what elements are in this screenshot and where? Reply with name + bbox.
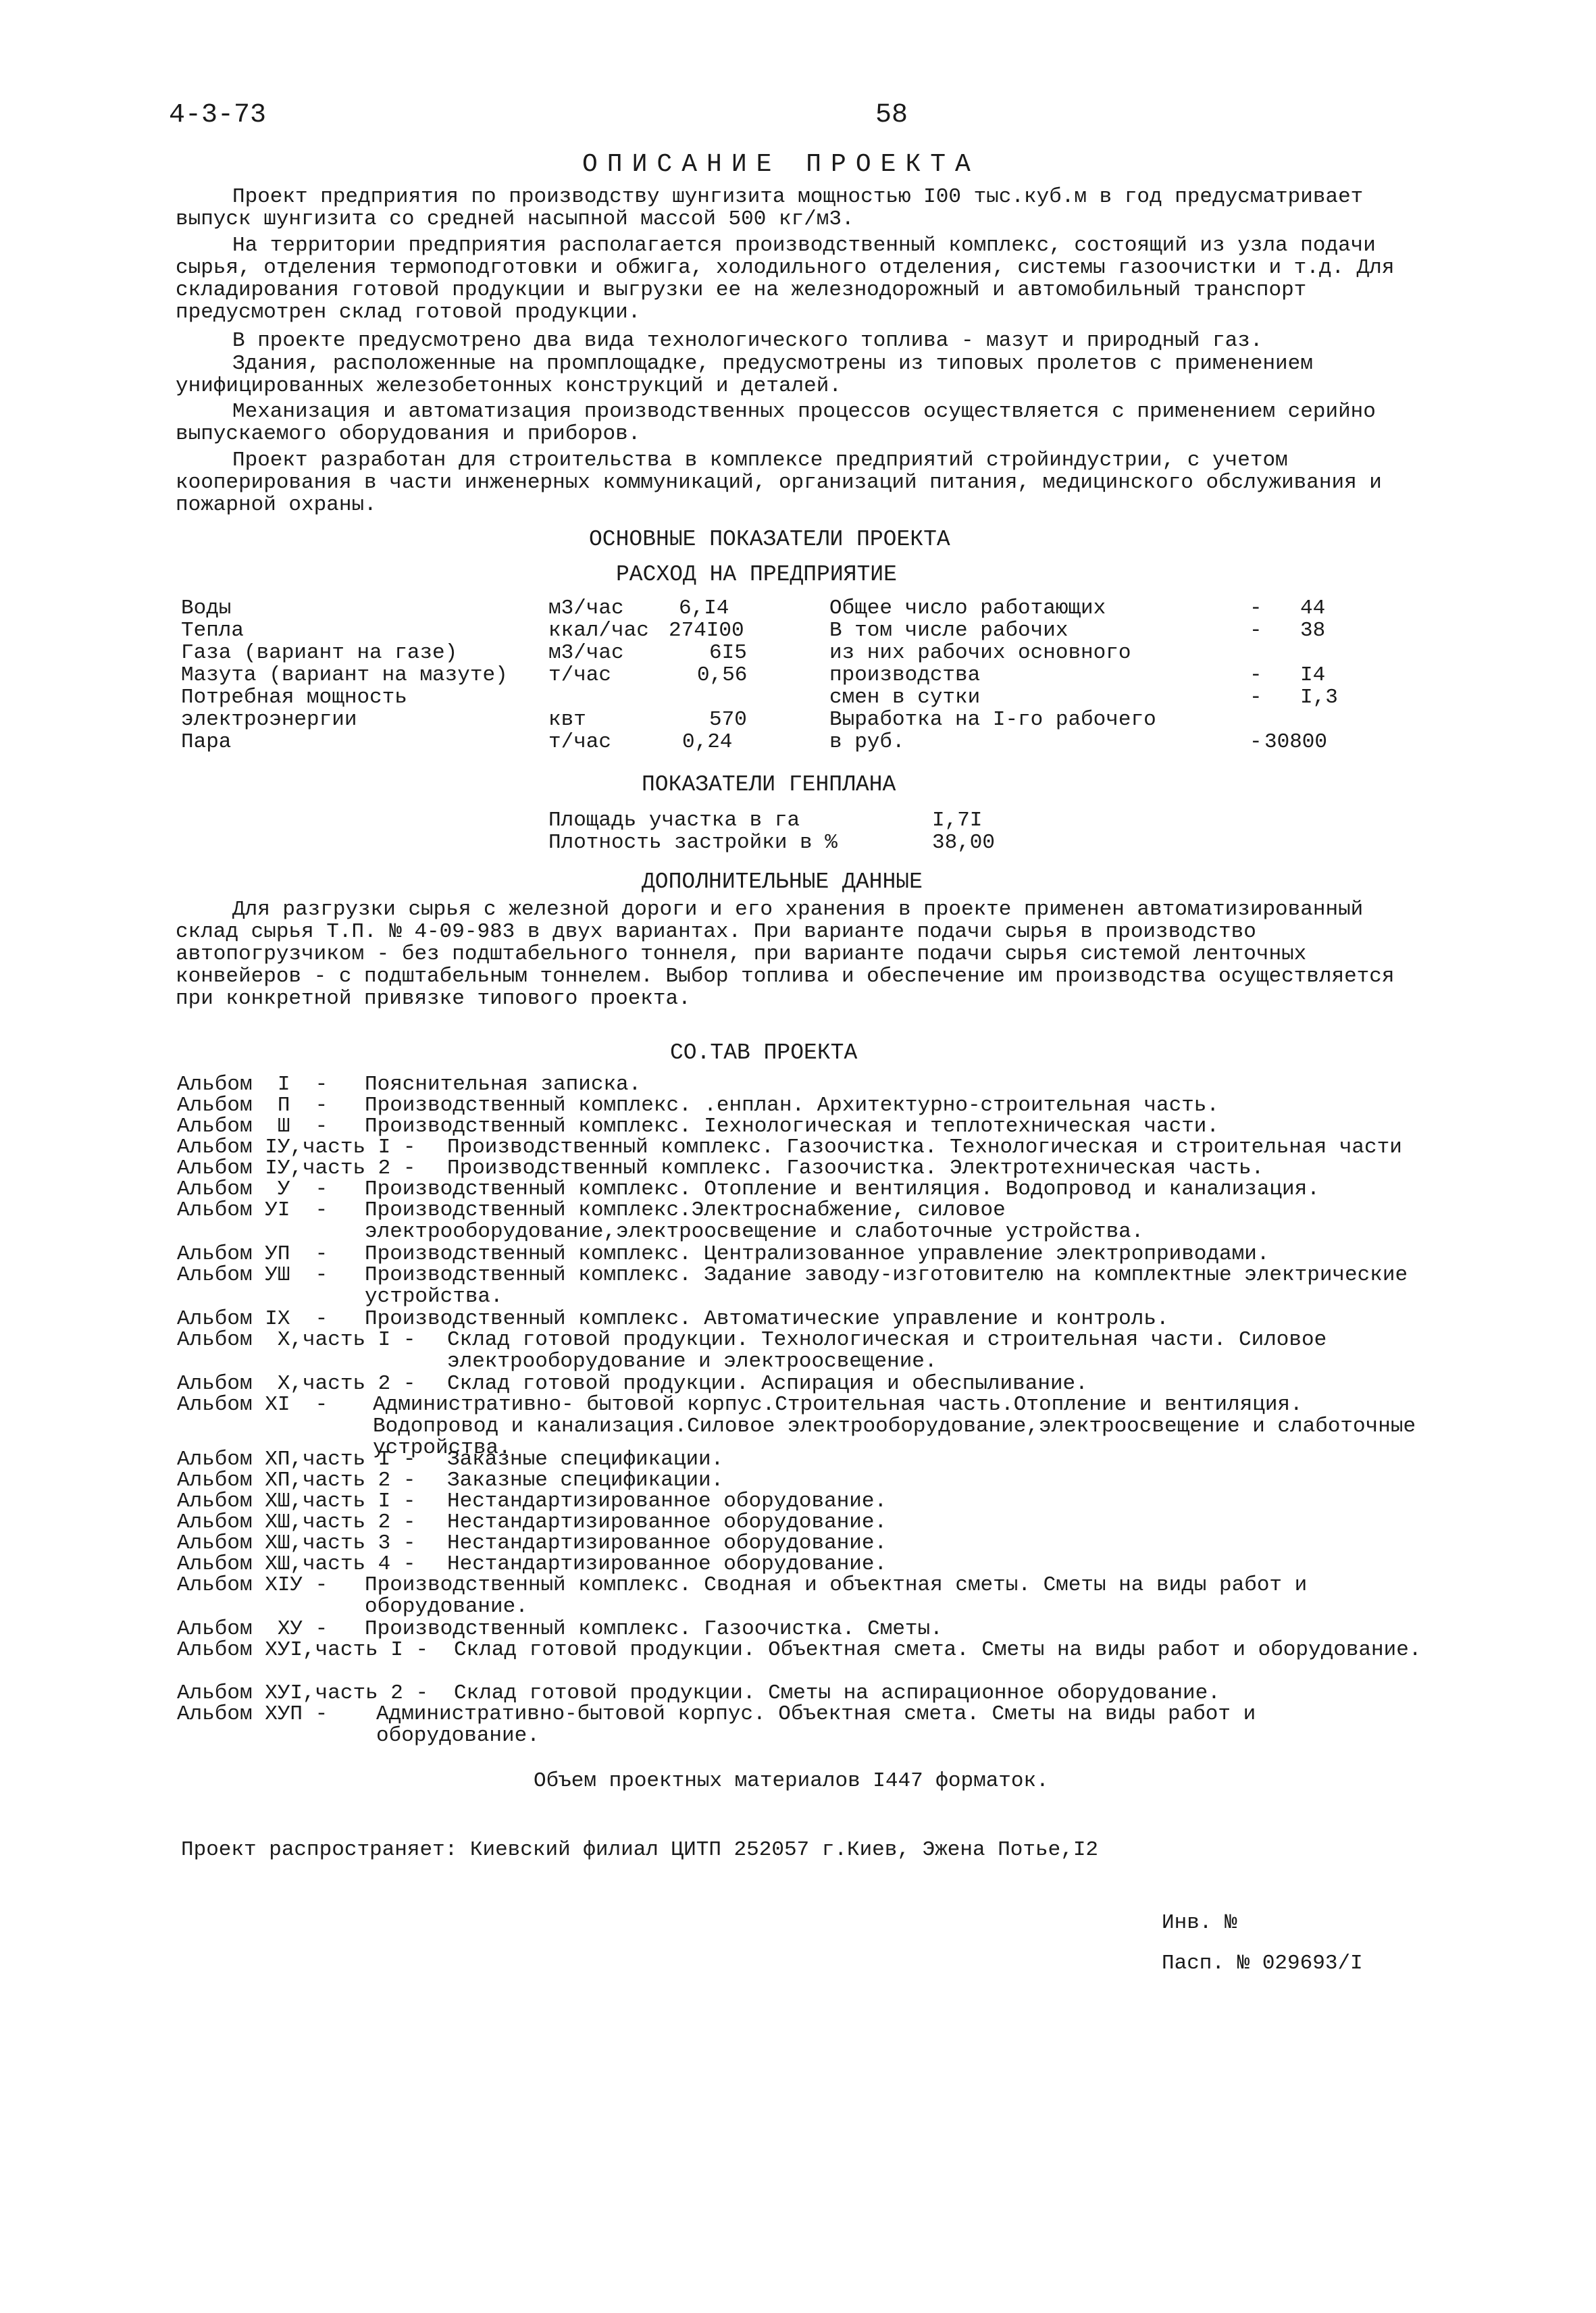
album-description: Производственный комплекс. Задание заводу-изготовителю на комплектные электрические устройства. (365, 1263, 1408, 1308)
composition-heading: СО.ТАВ ПРОЕКТА (670, 1040, 858, 1065)
additional-text: Для разгрузки сырья с железной дороги и его хранения в проекте применен автоматизированный склад сырья Т.П. № 4-09-983 в двух вариантах. При варианте подачи сырья в производство автопогрузчиком - без подштабельного тоннеля, при варианте подачи сырья системой ленточных конвейеров - с подштабельным тоннелем. Выбор топлива и обеспечение им производства осуществляется при конкретной привязке типового проекта. (176, 898, 1395, 1011)
album-label: Альбом УI - (177, 1198, 328, 1222)
album-description: Нестандартизированное оборудование. (447, 1510, 887, 1534)
consumption-name: электроэнергии (181, 708, 357, 732)
genplan-name: Плотность застройки в % (548, 831, 838, 855)
album-description: Производственный комплекс. Отопление и вентиляция. Водопровод и канализация. (365, 1177, 1320, 1201)
album-description: Производственный комплекс.Электроснабжение, силовое электрооборудование,электроосвещение и слаботочные устройства. (365, 1198, 1144, 1244)
intro-paragraph: Механизация и автоматизация производственных процессов осуществляется с применением серийно выпускаемого оборудования и приборов. (176, 400, 1376, 446)
album-label: Альбом IX - (177, 1307, 328, 1331)
consumption-name: Пара (181, 730, 232, 754)
album-label: Альбом XУ - (177, 1617, 328, 1641)
consumption-name: Тепла (181, 619, 244, 642)
album-description: Производственный комплекс. .енплан. Архитектурно-строительная часть. (365, 1094, 1220, 1117)
album-label: Альбом I - (177, 1073, 328, 1096)
consumption-unit: квт (548, 708, 586, 732)
consumption-value: 274I00 (669, 619, 744, 642)
album-label: Альбом IУ,часть 2 - (177, 1156, 416, 1180)
intro-paragraph: Здания, расположенные на промплощадке, предусмотрены из типовых пролетов с применением унифицированных железобетонных конструкций и деталей. (176, 352, 1313, 398)
album-label: Альбом XIУ - (177, 1573, 328, 1597)
page-number: 58 (875, 100, 908, 130)
workers-value: I,3 (1300, 686, 1338, 709)
album-description: Административно-бытовой корпус. Объектная смета. Сметы на виды работ и оборудование. (376, 1702, 1256, 1748)
album-description: Склад готовой продукции. Сметы на аспирационное оборудование. (454, 1681, 1220, 1705)
workers-name: производства (829, 663, 981, 687)
album-label: Альбом X,часть 2 - (177, 1372, 416, 1396)
album-label: Альбом УП - (177, 1242, 328, 1266)
intro-paragraph: В проекте предусмотрено два вида технологического топлива - мазут и природный газ. (232, 329, 1263, 353)
consumption-value: 6,I4 (679, 596, 729, 620)
album-label: Альбом XШ,часть 3 - (177, 1531, 416, 1555)
consumption-name: Газа (вариант на газе) (181, 641, 458, 665)
album-label: Альбом УШ - (177, 1263, 328, 1287)
workers-name: в руб. (829, 730, 905, 754)
album-description: Производственный комплекс. Сводная и объектная сметы. Сметы на виды работ и оборудование. (365, 1573, 1308, 1619)
passport-number: Пасп. № 029693/I (1162, 1952, 1363, 1975)
workers-name: смен в сутки (829, 686, 981, 709)
album-label: Альбом XШ,часть I - (177, 1490, 416, 1513)
consumption-unit: т/час (548, 663, 612, 687)
album-description: Административно- бытовой корпус.Строительная часть.Отопление и вентиляция. Водопровод и канализация.Силовое электрооборудование,электроосвещение и слаботочные устройства. (373, 1393, 1416, 1460)
additional-heading: ДОПОЛНИТЕЛЬНЫЕ ДАННЫЕ (642, 869, 923, 894)
volume-note: Объем проектных материалов I447 форматок. (534, 1769, 1049, 1793)
genplan-name: Площадь участка в га (548, 809, 800, 832)
album-label: Альбом XI - (177, 1393, 328, 1417)
workers-dash: - (1250, 686, 1262, 709)
album-description: Склад готовой продукции. Объектная смета. Сметы на виды работ и оборудование. (454, 1638, 1422, 1662)
album-label: Альбом XШ,часть 2 - (177, 1510, 416, 1534)
consumption-unit: ккал/час (548, 619, 649, 642)
album-description: Пояснительная записка. (365, 1073, 642, 1096)
workers-name: В том числе рабочих (829, 619, 1069, 642)
consumption-heading: РАСХОД НА ПРЕДПРИЯТИЕ (616, 562, 897, 587)
album-description: Производственный комплекс. Газоочистка. Сметы. (365, 1617, 943, 1641)
consumption-name: Воды (181, 596, 232, 620)
page-title: ОПИСАНИЕ ПРОЕКТА (582, 150, 980, 179)
workers-dash: - (1250, 663, 1262, 687)
consumption-value: 0,24 (682, 730, 733, 754)
workers-value: 30800 (1264, 730, 1328, 754)
workers-value: 38 (1300, 619, 1326, 642)
workers-name: Выработка на I-го рабочего (829, 708, 1156, 732)
album-description: Склад готовой продукции. Технологическая и строительная части. Силовое электрооборудование и электроосвещение. (447, 1328, 1327, 1373)
consumption-unit: м3/час (548, 596, 624, 620)
consumption-value: 570 (709, 708, 747, 732)
album-label: Альбом XУП - (177, 1702, 328, 1726)
album-description: Производственный комплекс. Централизованное управление электроприводами. (365, 1242, 1270, 1266)
intro-paragraph: Проект разработан для строительства в комплексе предприятий стройиндустрии, с учетом кооперирования в части инженерных коммуникаций, организаций питания, медицинского обслуживания и пожарной охраны. (176, 449, 1382, 517)
workers-value: I4 (1300, 663, 1326, 687)
album-label: Альбом XШ,часть 4 - (177, 1552, 416, 1576)
album-label: Альбом XУI,часть I - (177, 1638, 429, 1662)
album-description: Склад готовой продукции. Аспирация и обеспыливание. (447, 1372, 1088, 1396)
album-label: Альбом IУ,часть I - (177, 1136, 416, 1159)
album-label: Альбом У - (177, 1177, 328, 1201)
workers-dash: - (1250, 619, 1262, 642)
album-description: Нестандартизированное оборудование. (447, 1490, 887, 1513)
inventory-number: Инв. № (1162, 1911, 1237, 1935)
genplan-heading: ПОКАЗАТЕЛИ ГЕНПЛАНА (642, 772, 896, 797)
workers-dash: - (1250, 596, 1262, 620)
album-label: Альбом XУI,часть 2 - (177, 1681, 429, 1705)
album-label: Альбом X,часть I - (177, 1328, 416, 1352)
consumption-unit: м3/час (548, 641, 624, 665)
workers-name: из них рабочих основного (829, 641, 1131, 665)
album-label: Альбом XП,часть 2 - (177, 1469, 416, 1492)
album-description: Заказные спецификации. (447, 1448, 724, 1471)
album-label: Альбом Ш - (177, 1115, 328, 1138)
album-description: Производственный комплекс. Газоочистка. Электротехническая часть. (447, 1156, 1264, 1180)
main-indicators-heading: ОСНОВНЫЕ ПОКАЗАТЕЛИ ПРОЕКТА (589, 527, 950, 552)
workers-name: Общее число работающих (829, 596, 1106, 620)
album-label: Альбом XП,часть I - (177, 1448, 416, 1471)
distributor-line: Проект распространяет: Киевский филиал ЦИТП 252057 г.Киев, Эжена Потье,I2 (181, 1838, 1099, 1862)
album-description: Производственный комплекс. Автоматические управление и контроль. (365, 1307, 1169, 1331)
album-description: Производственный комплекс. Газоочистка. Технологическая и строительная части (447, 1136, 1402, 1159)
album-label: Альбом П - (177, 1094, 328, 1117)
workers-value: 44 (1300, 596, 1326, 620)
consumption-name: Мазута (вариант на мазуте) (181, 663, 508, 687)
consumption-unit: т/час (548, 730, 612, 754)
consumption-value: 0,56 (697, 663, 748, 687)
genplan-value: 38,00 (932, 831, 996, 855)
genplan-value: I,7I (932, 809, 983, 832)
intro-paragraph: Проект предприятия по производству шунгизита мощностью I00 тыс.куб.м в год предусматривает выпуск шунгизита со средней насыпной массой 500 кг/м3. (176, 185, 1364, 231)
album-description: Заказные спецификации. (447, 1469, 724, 1492)
album-description: Производственный комплекс. Iехнологическая и теплотехническая части. (365, 1115, 1220, 1138)
consumption-value: 6I5 (709, 641, 747, 665)
workers-dash: - (1250, 730, 1262, 754)
intro-paragraph: На территории предприятия располагается производственный комплекс, состоящий из узла подачи сырья, отделения термоподготовки и обжига, холодильного отделения, системы газоочистки и т.д. Для складирования готовой продукции и выгрузки ее на железнодорожный и автомобильный транспорт предусмотрен склад готовой продукции. (176, 234, 1395, 324)
doc-code: 4-3-73 (169, 100, 267, 130)
album-description: Нестандартизированное оборудование. (447, 1531, 887, 1555)
consumption-name: Потребная мощность (181, 686, 407, 709)
album-description: Нестандартизированное оборудование. (447, 1552, 887, 1576)
